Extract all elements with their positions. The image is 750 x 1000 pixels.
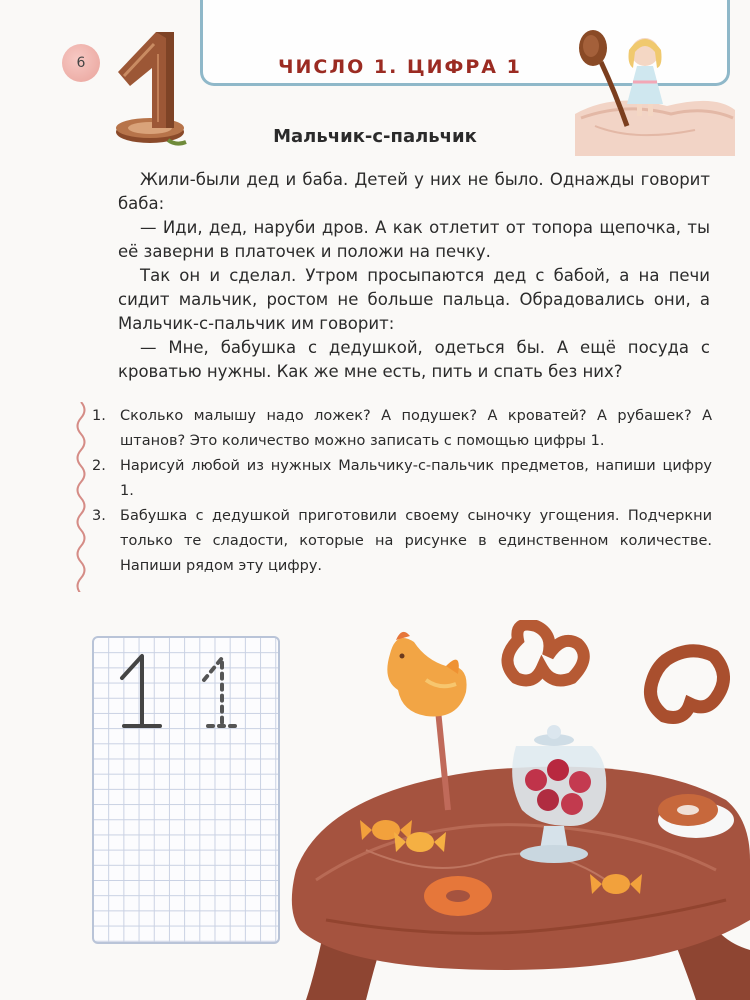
story-title: Мальчик-с-пальчик <box>273 126 477 147</box>
question-item <box>92 504 712 579</box>
pretzel-icon <box>651 651 724 718</box>
digit-one-sample-icon <box>110 650 250 732</box>
pretzel-icon <box>507 625 583 681</box>
question-text: Бабушка с дедушкой приготовили своему сыночку угощения. Подчеркни только те сладости, которые на рисунке в единственном количестве. Напиши рядом эту цифру. <box>120 508 712 574</box>
story-paragraph: Жили-были дед и баба. Детей у них не было. Однажды говорит баба: <box>118 170 710 213</box>
question-text: Нарисуй любой из нужных Мальчику-с-пальчик предметов, напиши цифру 1. <box>120 458 712 499</box>
story-paragraph: — Мне, бабушка с дедушкой, одеться бы. А ещё посуда с кроватью нужны. Как же мне есть, пить и спать без них? <box>118 338 710 381</box>
question-number: 1. <box>92 408 106 424</box>
question-text: Сколько малышу надо ложек? А подушек? А кроватей? А рубашек? А штанов? Это количество можно записать с помощью цифры 1. <box>120 408 712 449</box>
page-number-badge: 6 <box>62 44 100 82</box>
page-title: ЧИСЛО 1. ЦИФРА 1 <box>278 56 522 78</box>
story-text <box>118 168 710 384</box>
wavy-margin-line-icon <box>72 402 90 592</box>
story-paragraph: — Иди, дед, наруби дров. А как отлетит от топора щепочка, ты её заверни в платочек и положи на печку. <box>118 218 710 261</box>
question-item <box>92 454 712 504</box>
sweets-table-illustration <box>286 620 750 1000</box>
question-list <box>92 404 712 579</box>
question-number: 2. <box>92 458 106 474</box>
question-item <box>92 404 712 454</box>
story-paragraph: Так он и сделал. Утром просыпаются дед с бабой, а на печи сидит мальчик, ростом не больше пальца. Обрадовались они, а Мальчик-с-пальчик им говорит: <box>118 266 710 333</box>
donut-icon <box>424 876 492 916</box>
question-number: 3. <box>92 508 106 524</box>
